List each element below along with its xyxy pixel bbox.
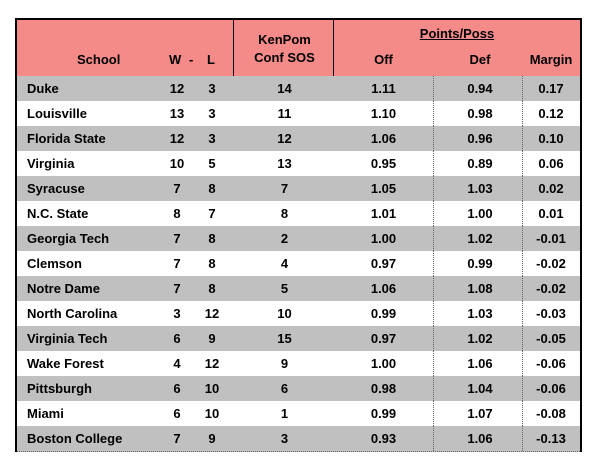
dotted-divider — [522, 151, 523, 176]
school-cell: Syracuse — [27, 181, 85, 196]
wins-cell: 12 — [169, 81, 185, 96]
offense-cell: 1.01 — [370, 206, 397, 221]
offense-cell: 0.95 — [370, 156, 397, 171]
sos-cell: 12 — [277, 131, 292, 146]
sos-cell: 15 — [277, 331, 292, 346]
dotted-divider — [433, 126, 434, 151]
table-row — [17, 76, 580, 102]
dotted-divider — [433, 76, 434, 101]
dotted-divider — [522, 201, 523, 226]
defense-cell: 1.02 — [467, 331, 493, 346]
school-cell: Georgia Tech — [27, 231, 110, 246]
offense-cell: 0.99 — [370, 306, 397, 321]
header-sos-line1: KenPom — [258, 32, 311, 47]
dotted-divider — [522, 426, 523, 451]
defense-cell: 1.03 — [467, 181, 493, 196]
wins-cell: 10 — [169, 156, 185, 171]
losses-cell: 10 — [204, 406, 220, 421]
school-cell: Clemson — [27, 256, 82, 271]
margin-cell: -0.06 — [536, 356, 566, 371]
school-cell: Pittsburgh — [27, 381, 92, 396]
dotted-divider — [522, 176, 523, 201]
wins-cell: 7 — [173, 231, 181, 246]
margin-cell: 0.01 — [538, 206, 564, 221]
dotted-divider — [522, 326, 523, 351]
table-row — [17, 276, 580, 302]
dotted-divider — [433, 276, 434, 301]
sos-cell: 13 — [277, 156, 292, 171]
sos-cell: 9 — [280, 356, 289, 371]
losses-cell: 7 — [208, 206, 216, 221]
sos-cell: 8 — [280, 206, 289, 221]
header-points-per-possession: Points/Poss — [419, 26, 495, 41]
margin-cell: -0.03 — [536, 306, 566, 321]
dotted-divider — [522, 101, 523, 126]
losses-cell: 3 — [208, 131, 216, 146]
losses-cell: 9 — [208, 431, 216, 446]
defense-cell: 1.00 — [467, 206, 493, 221]
school-cell: Boston College — [27, 431, 123, 446]
dotted-divider — [433, 251, 434, 276]
header-defense: Def — [469, 52, 491, 67]
offense-cell: 0.97 — [370, 256, 397, 271]
margin-cell: 0.17 — [538, 81, 564, 96]
losses-cell: 8 — [208, 256, 216, 271]
offense-cell: 1.11 — [371, 81, 396, 96]
margin-cell: -0.08 — [536, 406, 566, 421]
table-header — [17, 20, 580, 78]
school-cell: Virginia Tech — [27, 331, 108, 346]
offense-cell: 0.98 — [370, 381, 397, 396]
table-row — [17, 401, 580, 427]
sos-cell: 7 — [280, 181, 289, 196]
dotted-divider — [522, 301, 523, 326]
defense-cell: 0.98 — [467, 106, 493, 121]
school-cell: Florida State — [27, 131, 106, 146]
margin-cell: -0.02 — [536, 281, 566, 296]
margin-cell: 0.02 — [538, 181, 564, 196]
margin-cell: -0.13 — [536, 431, 566, 446]
wins-cell: 6 — [173, 381, 181, 396]
sos-cell: 6 — [280, 381, 289, 396]
offense-cell: 1.06 — [370, 131, 397, 146]
wins-cell: 3 — [173, 306, 181, 321]
header-school: School — [77, 52, 121, 67]
defense-cell: 0.99 — [467, 256, 493, 271]
dotted-divider — [433, 351, 434, 376]
offense-cell: 1.06 — [370, 281, 397, 296]
table-row — [17, 101, 580, 127]
school-cell: Notre Dame — [27, 281, 100, 296]
defense-cell: 0.94 — [467, 81, 493, 96]
dotted-divider — [522, 251, 523, 276]
wins-cell: 7 — [173, 256, 181, 271]
wins-cell: 7 — [173, 281, 181, 296]
header-dash: - — [189, 52, 194, 67]
sos-cell: 14 — [277, 81, 292, 96]
dotted-divider — [433, 326, 434, 351]
losses-cell: 3 — [208, 106, 216, 121]
header-margin: Margin — [529, 52, 573, 67]
margin-cell: -0.01 — [536, 231, 566, 246]
school-cell: Miami — [27, 406, 64, 421]
sos-cell: 10 — [277, 306, 292, 321]
school-cell: N.C. State — [27, 206, 89, 221]
school-cell: Duke — [27, 81, 59, 96]
school-cell: North Carolina — [27, 306, 118, 321]
wins-cell: 4 — [173, 356, 181, 371]
table-row — [17, 226, 580, 252]
wins-cell: 12 — [169, 131, 185, 146]
dotted-divider — [522, 126, 523, 151]
wins-cell: 7 — [173, 181, 181, 196]
sos-cell: 2 — [280, 231, 289, 246]
table-row — [17, 351, 580, 377]
table-row — [17, 201, 580, 227]
sos-cell: 5 — [280, 281, 289, 296]
dotted-divider — [433, 176, 434, 201]
school-cell: Wake Forest — [27, 356, 104, 371]
wins-cell: 6 — [173, 331, 181, 346]
defense-cell: 0.96 — [467, 131, 493, 146]
losses-cell: 3 — [208, 81, 216, 96]
dotted-divider — [522, 376, 523, 401]
margin-cell: 0.12 — [538, 106, 564, 121]
defense-cell: 1.03 — [467, 306, 493, 321]
table-row — [17, 126, 580, 152]
offense-cell: 1.10 — [370, 106, 397, 121]
defense-cell: 1.07 — [467, 406, 493, 421]
dotted-divider — [433, 201, 434, 226]
defense-cell: 1.04 — [467, 381, 493, 396]
losses-cell: 8 — [208, 181, 216, 196]
table-row — [17, 426, 580, 452]
dotted-divider — [433, 301, 434, 326]
defense-cell: 1.08 — [467, 281, 493, 296]
defense-cell: 1.02 — [467, 231, 493, 246]
offense-cell: 0.97 — [370, 331, 397, 346]
table-row — [17, 301, 580, 327]
losses-cell: 12 — [204, 356, 220, 371]
offense-cell: 0.99 — [370, 406, 397, 421]
margin-cell: 0.10 — [538, 131, 564, 146]
dotted-divider — [433, 101, 434, 126]
dotted-divider — [522, 226, 523, 251]
sos-cell: 3 — [280, 431, 289, 446]
header-wins: W — [169, 52, 182, 67]
dotted-divider — [433, 376, 434, 401]
dotted-divider — [522, 276, 523, 301]
defense-cell: 1.06 — [467, 431, 493, 446]
sos-cell: 4 — [280, 256, 289, 271]
defense-cell: 1.06 — [467, 356, 493, 371]
margin-cell: -0.05 — [536, 331, 566, 346]
table-row — [17, 376, 580, 402]
losses-cell: 9 — [208, 331, 216, 346]
dotted-divider — [522, 76, 523, 101]
offense-cell: 1.00 — [370, 356, 397, 371]
losses-cell: 8 — [208, 281, 216, 296]
offense-cell: 0.93 — [370, 431, 397, 446]
dotted-divider — [522, 351, 523, 376]
table-row — [17, 326, 580, 352]
dotted-divider — [433, 226, 434, 251]
table-row — [17, 176, 580, 202]
table-row — [17, 251, 580, 277]
losses-cell: 10 — [204, 381, 220, 396]
header-sos-line2: Conf SOS — [254, 50, 315, 65]
margin-cell: 0.06 — [538, 156, 564, 171]
dotted-divider — [522, 401, 523, 426]
sos-cell: 1 — [280, 406, 289, 421]
margin-cell: -0.06 — [536, 381, 566, 396]
offense-cell: 1.00 — [370, 231, 397, 246]
wins-cell: 7 — [173, 431, 181, 446]
losses-cell: 12 — [204, 306, 220, 321]
dotted-divider — [433, 151, 434, 176]
margin-cell: -0.02 — [536, 256, 566, 271]
defense-cell: 0.89 — [467, 156, 493, 171]
dotted-divider — [433, 426, 434, 451]
wins-cell: 6 — [173, 406, 181, 421]
losses-cell: 5 — [208, 156, 216, 171]
header-offense: Off — [374, 52, 393, 67]
school-cell: Virginia — [27, 156, 75, 171]
wins-cell: 8 — [173, 206, 181, 221]
sos-cell: 11 — [277, 106, 292, 121]
school-cell: Louisville — [27, 106, 87, 121]
conference-stats-table — [15, 18, 582, 452]
dotted-divider — [433, 401, 434, 426]
losses-cell: 8 — [208, 231, 216, 246]
wins-cell: 13 — [169, 106, 185, 121]
header-losses: L — [207, 52, 215, 67]
offense-cell: 1.05 — [370, 181, 397, 196]
table-row — [17, 151, 580, 177]
